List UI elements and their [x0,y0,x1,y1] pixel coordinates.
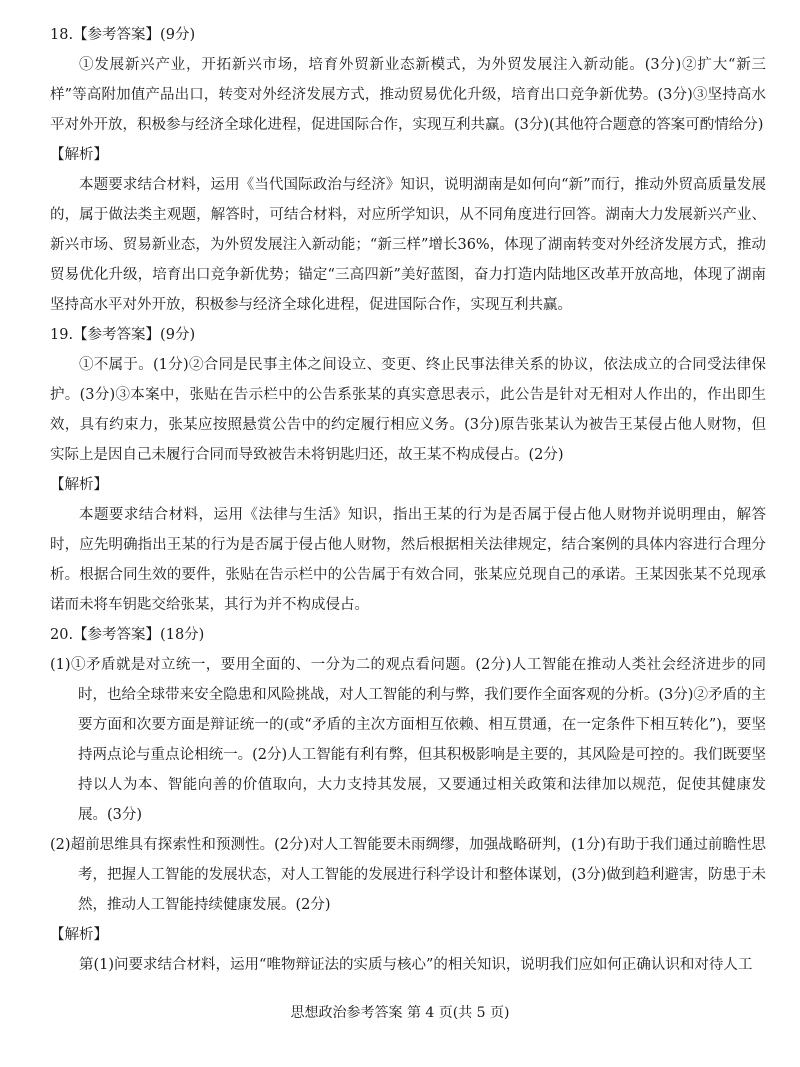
page-footer: 思想政治参考答案 第 4 页(共 5 页) [290,1005,510,1021]
question-20-part-1-answer: (1)①矛盾就是对立统一，要用全面的、一分为二的观点看问题。(2分)人工智能在推动人类社会经济进步的同时，也给全球带来安全隐患和风险挑战，对人工智能的利与弊，我们要作全面客观的分析。(3分)②矛盾的主要方面和次要方面是辩证统一的(或“矛盾的主次方面相互依赖、相互贯通，在一定条件下相互转化”)，要坚持两点论与重点论相统一。(2分)人工智能有利有弊，但其积极影响是主要的，其风险是可控的。我们既要坚持以人为本、智能向善的价值取向，大力支持其发展，又要通过相关政策和法律加以规范，促使其健康发展。(3分) [50,657,766,823]
question-20-analysis: 第(1)问要求结合材料，运用“唯物辩证法的实质与核心”的相关知识，说明我们应如何正确认识和对待人工 [79,957,753,973]
question-18-answer: ①发展新兴产业，开拓新兴市场，培育外贸新业态新模式，为外贸发展注入新动能。(3分)②扩大“新三样”等高附加值产品出口，转变对外经济发展方式，推动贸易优化升级，培育出口竞争新优势。(3分)③坚持高水平对外开放，积极参与经济全球化进程，促进国际合作，实现互利共赢。(3分)(其他符合题意的答案可酌情给分) [50,57,766,133]
question-19-heading: 19.【参考答案】(9分) [50,327,196,343]
question-18-heading: 18.【参考答案】(9分) [50,27,196,43]
question-19-analysis: 本题要求结合材料，运用《法律与生活》知识，指出王某的行为是否属于侵占他人财物并说明理由，解答时，应先明确指出王某的行为是否属于侵占他人财物，然后根据相关法律规定，结合案例的具体内容进行合理分析。根据合同生效的要件，张贴在告示栏中的公告属于有效合同，张某应兑现自己的承诺。王某因张某不兑现承诺而未将车钥匙交给张某，其行为并不构成侵占。 [50,507,766,613]
question-18-analysis: 本题要求结合材料，运用《当代国际政治与经济》知识，说明湖南是如何向“新”而行，推动外贸高质量发展的，属于做法类主观题，解答时，可结合材料，对应所学知识，从不同角度进行回答。湖南大力发展新兴产业、新兴市场、贸易新业态，为外贸发展注入新动能；“新三样”增长36%，体现了湖南转变对外经济发展方式，推动贸易优化升级，培育出口竞争新优势；锚定“三高四新”美好蓝图，奋力打造内陆地区改革开放高地，体现了湖南坚持高水平对外开放，积极参与经济全球化进程，促进国际合作，实现互利共赢。 [50,177,766,313]
question-19-analysis-heading: 【解析】 [50,477,108,493]
question-20-heading: 20.【参考答案】(18分) [50,627,205,643]
page-content [50,20,766,980]
question-20-analysis-heading: 【解析】 [50,927,108,943]
question-20-part-2-answer: (2)超前思维具有探索性和预测性。(2分)对人工智能要未雨绸缪，加强战略研判，(1分)有助于我们通过前瞻性思考，把握人工智能的发展状态，对人工智能的发展进行科学设计和整体谋划，(3分)做到趋利避害，防患于未然，推动人工智能持续健康发展。(2分) [50,837,766,913]
question-19-answer: ①不属于。(1分)②合同是民事主体之间设立、变更、终止民事法律关系的协议，依法成立的合同受法律保护。(3分)③本案中，张贴在告示栏中的公告系张某的真实意思表示，此公告是针对无相对人作出的，作出即生效，具有约束力，张某应按照悬赏公告中的约定履行相应义务。(3分)原告张某认为被告王某侵占他人财物，但实际上是因自己未履行合同而导致被告未将钥匙归还，故王某不构成侵占。(2分) [50,357,766,463]
question-18-analysis-heading: 【解析】 [50,147,108,163]
